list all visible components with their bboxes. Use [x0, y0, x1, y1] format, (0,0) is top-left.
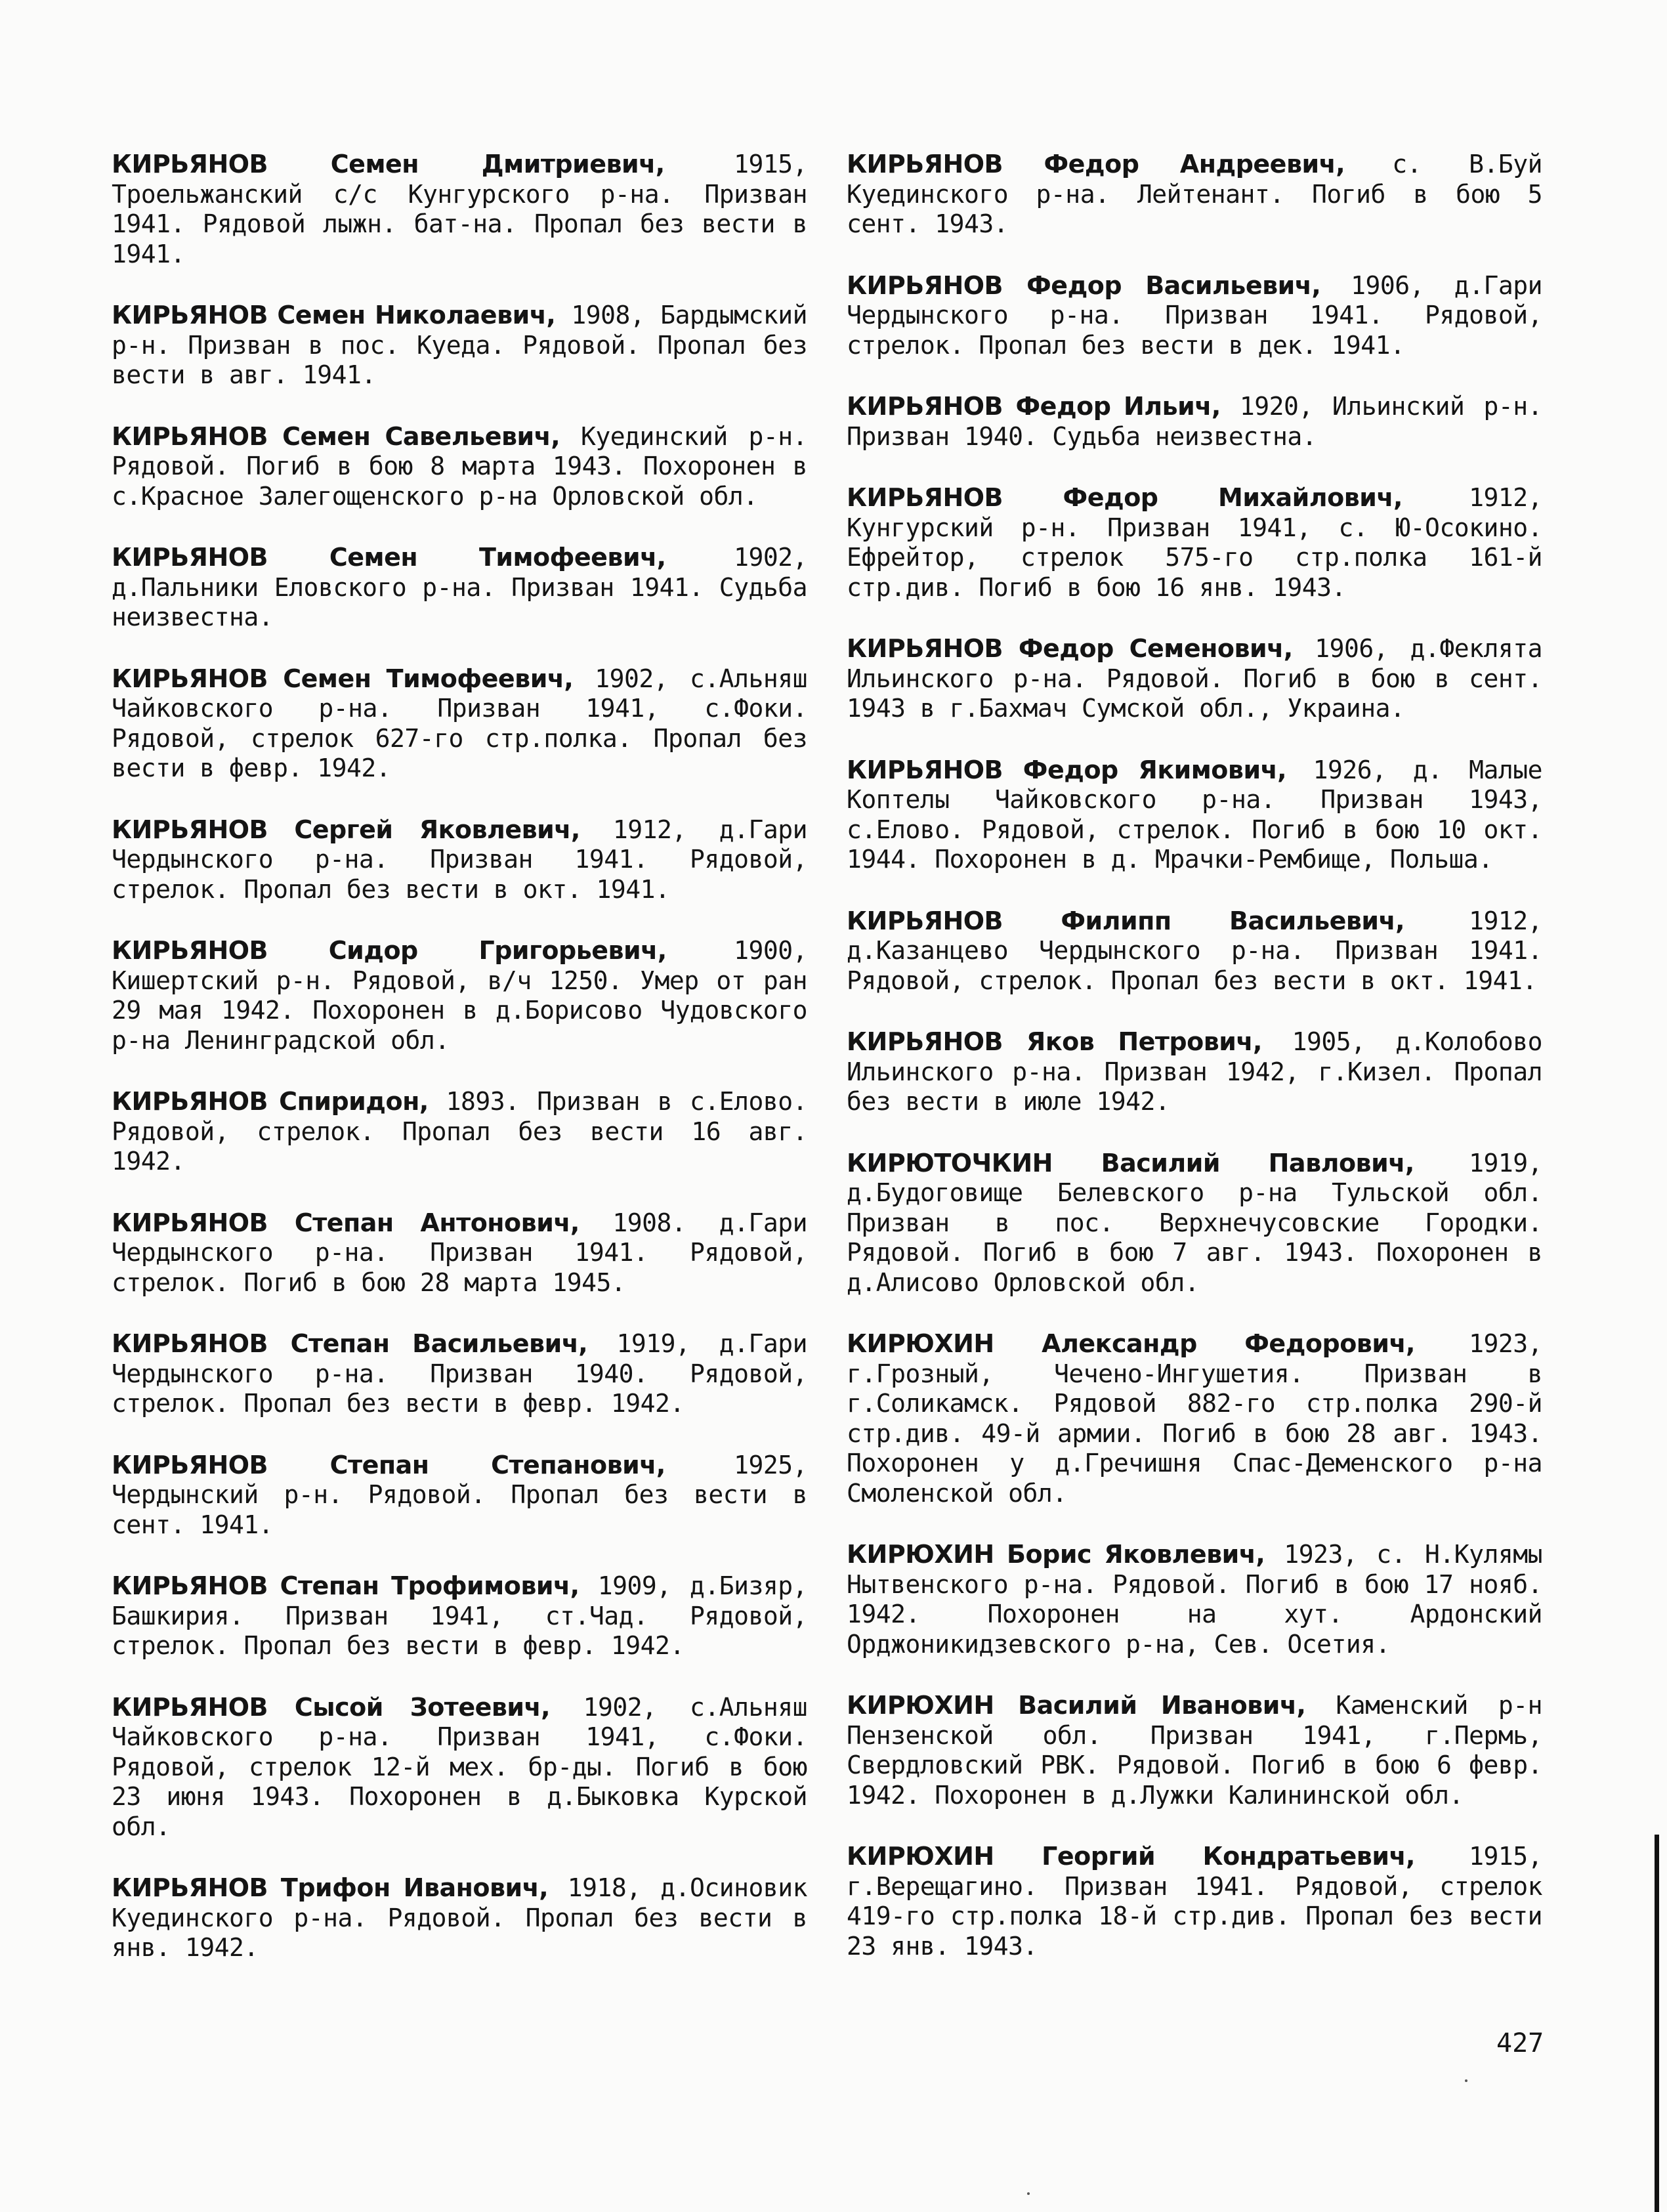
entry-details: 1902, д.Пальники Еловского р-на. Призван 1941. Судьба неизвестна.	[112, 543, 807, 631]
entry-details: 1902, с.Альняш Чайковского р-на. Призван 1941, с.Фоки. Рядовой, стрелок 12-й мех. бр-ды. Погиб в бою 23 июня 1943. Похоронен в д.Быковка Курской обл.	[112, 1692, 807, 1841]
biography-entry	[847, 1691, 1542, 1810]
entry-details: 1923, г.Грозный, Чечено-Ингушетия. Призван в г.Соликамск. Рядовой 882-го стр.полка 290-й стр.див. 49-й армии. Погиб в бою 28 авг. 1943. Похоронен у д.Гречишня Спас-Деменского р-на Смоленской обл.	[847, 1329, 1542, 1508]
page-number: 427	[1496, 2028, 1544, 2058]
biography-entry	[847, 271, 1542, 361]
biography-entry	[112, 1329, 807, 1419]
biography-entry	[847, 1842, 1542, 1961]
entry-details: 1908, Бардымский р-н. Призван в пос. Куеда. Рядовой. Пропал без вести в авг. 1941.	[112, 301, 807, 389]
person-name: КИРЬЯНОВ Сысой Зотеевич,	[112, 1692, 551, 1722]
person-name: КИРЬЯНОВ Семен Дмитриевич,	[112, 150, 665, 179]
entry-details: 1908. д.Гари Чердынского р-на. Призван 1941. Рядовой, стрелок. Погиб в бою 28 марта 1945.	[112, 1208, 807, 1297]
entry-details: 1919, д.Будоговище Белевского р-на Тульской обл. Призван в пос. Верхнечусовские Городки. Рядовой. Погиб в бою 7 авг. 1943. Похоронен в д.Алисово Орловской обл.	[847, 1148, 1542, 1297]
page-edge-mark	[1655, 1835, 1659, 2212]
biography-entry	[112, 150, 807, 269]
biography-entry	[112, 422, 807, 512]
entry-details: 1920, Ильинский р-н. Призван 1940. Судьба неизвестна.	[847, 392, 1542, 451]
biography-entry	[847, 1149, 1542, 1298]
biography-entry	[847, 1027, 1542, 1117]
person-name: КИРЬЯНОВ Семен Савельевич,	[112, 421, 560, 451]
entry-details: 1906, д.Феклята Ильинского р-на. Рядовой. Погиб в бою в сент. 1943 в г.Бахмач Сумской обл., Украина.	[847, 634, 1542, 723]
person-name: КИРЬЯНОВ Федор Семенович,	[847, 634, 1293, 663]
person-name: КИРЬЯНОВ Трифон Иванович,	[112, 1873, 549, 1902]
biography-entry	[847, 1540, 1542, 1659]
person-name: КИРЬЯНОВ Федор Андреевич,	[847, 150, 1345, 179]
biography-entry	[112, 543, 807, 633]
biography-entry	[112, 1693, 807, 1842]
biography-entry	[112, 1873, 807, 1963]
entry-details: 1915, г.Верещагино. Призван 1941. Рядовой, стрелок 419-го стр.полка 18-й стр.див. Пропал без вести 23 янв. 1943.	[847, 1842, 1542, 1961]
entry-details: 1909, д.Бизяр, Башкирия. Призван 1941, ст.Чад. Рядовой, стрелок. Пропал без вести в февр. 1942.	[112, 1571, 807, 1660]
entry-details: Каменский р-н Пензенской обл. Призван 1941, г.Пермь, Свердловский РВК. Рядовой. Погиб в бою 6 февр. 1942. Похоронен в д.Лужки Калининской обл.	[847, 1691, 1542, 1810]
scan-speck	[1027, 2192, 1030, 2195]
person-name: КИРЬЯНОВ Федор Васильевич,	[847, 270, 1321, 300]
entry-details: 1912, Кунгурский р-н. Призван 1941, с. Ю-Осокино. Ефрейтор, стрелок 575-го стр.полка 161-й стр.див. Погиб в бою 16 янв. 1943.	[847, 483, 1542, 602]
scan-speck	[1465, 2079, 1467, 2082]
entry-details: 1900, Кишертский р-н. Рядовой, в/ч 1250. Умер от ран 29 мая 1942. Похоронен в д.Борисово Чудовского р-на Ленинградской обл.	[112, 936, 807, 1055]
entry-details: 1926, д. Малые Коптелы Чайковского р-на. Призван 1943, с.Елово. Рядовой, стрелок. Погиб в бою 10 окт. 1944. Похоронен в д. Мрачки-Рембище, Польша.	[847, 755, 1542, 874]
biography-entry	[847, 150, 1542, 240]
person-name: КИРЮХИН Василий Иванович,	[847, 1691, 1306, 1720]
person-name: КИРЬЯНОВ Федор Якимович,	[847, 755, 1287, 784]
entry-details: 1902, с.Альняш Чайковского р-на. Призван 1941, с.Фоки. Рядовой, стрелок 627-го стр.полка. Пропал без вести в февр. 1942.	[112, 664, 807, 782]
person-name: КИРЬЯНОВ Федор Ильич,	[847, 392, 1221, 421]
entry-details: 1915, Троельжанский с/с Кунгурского р-на. Призван 1941. Рядовой лыжн. бат-на. Пропал без вести в 1941.	[112, 150, 807, 268]
person-name: КИРЮХИН Георгий Кондратьевич,	[847, 1842, 1415, 1871]
biography-entry	[112, 664, 807, 784]
entry-details: с. В.Буй Куединского р-на. Лейтенант. Погиб в бою 5 сент. 1943.	[847, 150, 1542, 238]
person-name: КИРЬЯНОВ Яков Петрович,	[847, 1027, 1262, 1056]
person-name: КИРЬЯНОВ Сидор Григорьевич,	[112, 936, 667, 965]
entry-details: 1912, д.Гари Чердынского р-на. Призван 1941. Рядовой, стрелок. Пропал без вести в окт. 1941.	[112, 815, 807, 904]
person-name: КИРЬЯНОВ Степан Трофимович,	[112, 1571, 580, 1600]
biography-entry	[847, 755, 1542, 875]
person-name: КИРЬЯНОВ Филипп Васильевич,	[847, 906, 1405, 935]
person-name: КИРЬЯНОВ Федор Михайлович,	[847, 483, 1403, 512]
person-name: КИРЬЯНОВ Степан Васильевич,	[112, 1329, 588, 1358]
entry-details: 1925, Чердынский р-н. Рядовой. Пропал без вести в сент. 1941.	[112, 1450, 807, 1539]
person-name: КИРЬЯНОВ Спиридон,	[112, 1087, 429, 1116]
entry-details: 1923, с. Н.Кулямы Нытвенского р-на. Рядовой. Погиб в бою 17 нояб. 1942. Похоронен на хут. Ардонский Орджоникидзевского р-на, Сев. Осетия.	[847, 1540, 1542, 1659]
entry-details: 1912, д.Казанцево Чердынского р-на. Призван 1941. Рядовой, стрелок. Пропал без вести в окт. 1941.	[847, 906, 1542, 995]
right-column	[847, 150, 1542, 1993]
biography-entry	[112, 1087, 807, 1177]
biography-entry	[847, 634, 1542, 724]
biography-entry	[112, 1571, 807, 1661]
left-column	[112, 150, 807, 1995]
person-name: КИРЬЯНОВ Сергей Яковлевич,	[112, 815, 580, 844]
biography-entry	[847, 1329, 1542, 1508]
biography-entry	[112, 301, 807, 391]
biography-entry	[112, 936, 807, 1055]
person-name: КИРЮХИН Борис Яковлевич,	[847, 1540, 1265, 1569]
biography-entry	[847, 906, 1542, 996]
entry-details: 1918, д.Осиновик Куединского р-на. Рядовой. Пропал без вести в янв. 1942.	[112, 1873, 807, 1962]
person-name: КИРЬЯНОВ Степан Степанович,	[112, 1450, 665, 1479]
person-name: КИРЬЯНОВ Семен Николаевич,	[112, 301, 556, 330]
entry-details: 1905, д.Колобово Ильинского р-на. Призван 1942, г.Кизел. Пропал без вести в июле 1942.	[847, 1027, 1542, 1116]
biography-entry	[112, 1208, 807, 1298]
biography-entry	[847, 483, 1542, 603]
entry-details: Куединский р-н. Рядовой. Погиб в бою 8 марта 1943. Похоронен в с.Красное Залегощенского р-на Орловской обл.	[112, 421, 807, 511]
person-name: КИРЬЯНОВ Семен Тимофеевич,	[112, 664, 574, 693]
person-name: КИРЮТОЧКИН Василий Павлович,	[847, 1148, 1414, 1178]
person-name: КИРЮХИН Александр Федорович,	[847, 1329, 1415, 1358]
biography-entry	[112, 815, 807, 905]
person-name: КИРЬЯНОВ Степан Антонович,	[112, 1208, 580, 1237]
biography-entry	[847, 392, 1542, 452]
entry-details: 1906, д.Гари Чердынского р-на. Призван 1941. Рядовой, стрелок. Пропал без вести в дек. 1941.	[847, 270, 1542, 360]
biography-entry	[112, 1451, 807, 1541]
entry-details: 1893. Призван в с.Елово. Рядовой, стрелок. Пропал без вести 16 авг. 1942.	[112, 1087, 807, 1176]
person-name: КИРЬЯНОВ Семен Тимофеевич,	[112, 543, 666, 572]
entry-details: 1919, д.Гари Чердынского р-на. Призван 1940. Рядовой, стрелок. Пропал без вести в февр. 1942.	[112, 1329, 807, 1418]
